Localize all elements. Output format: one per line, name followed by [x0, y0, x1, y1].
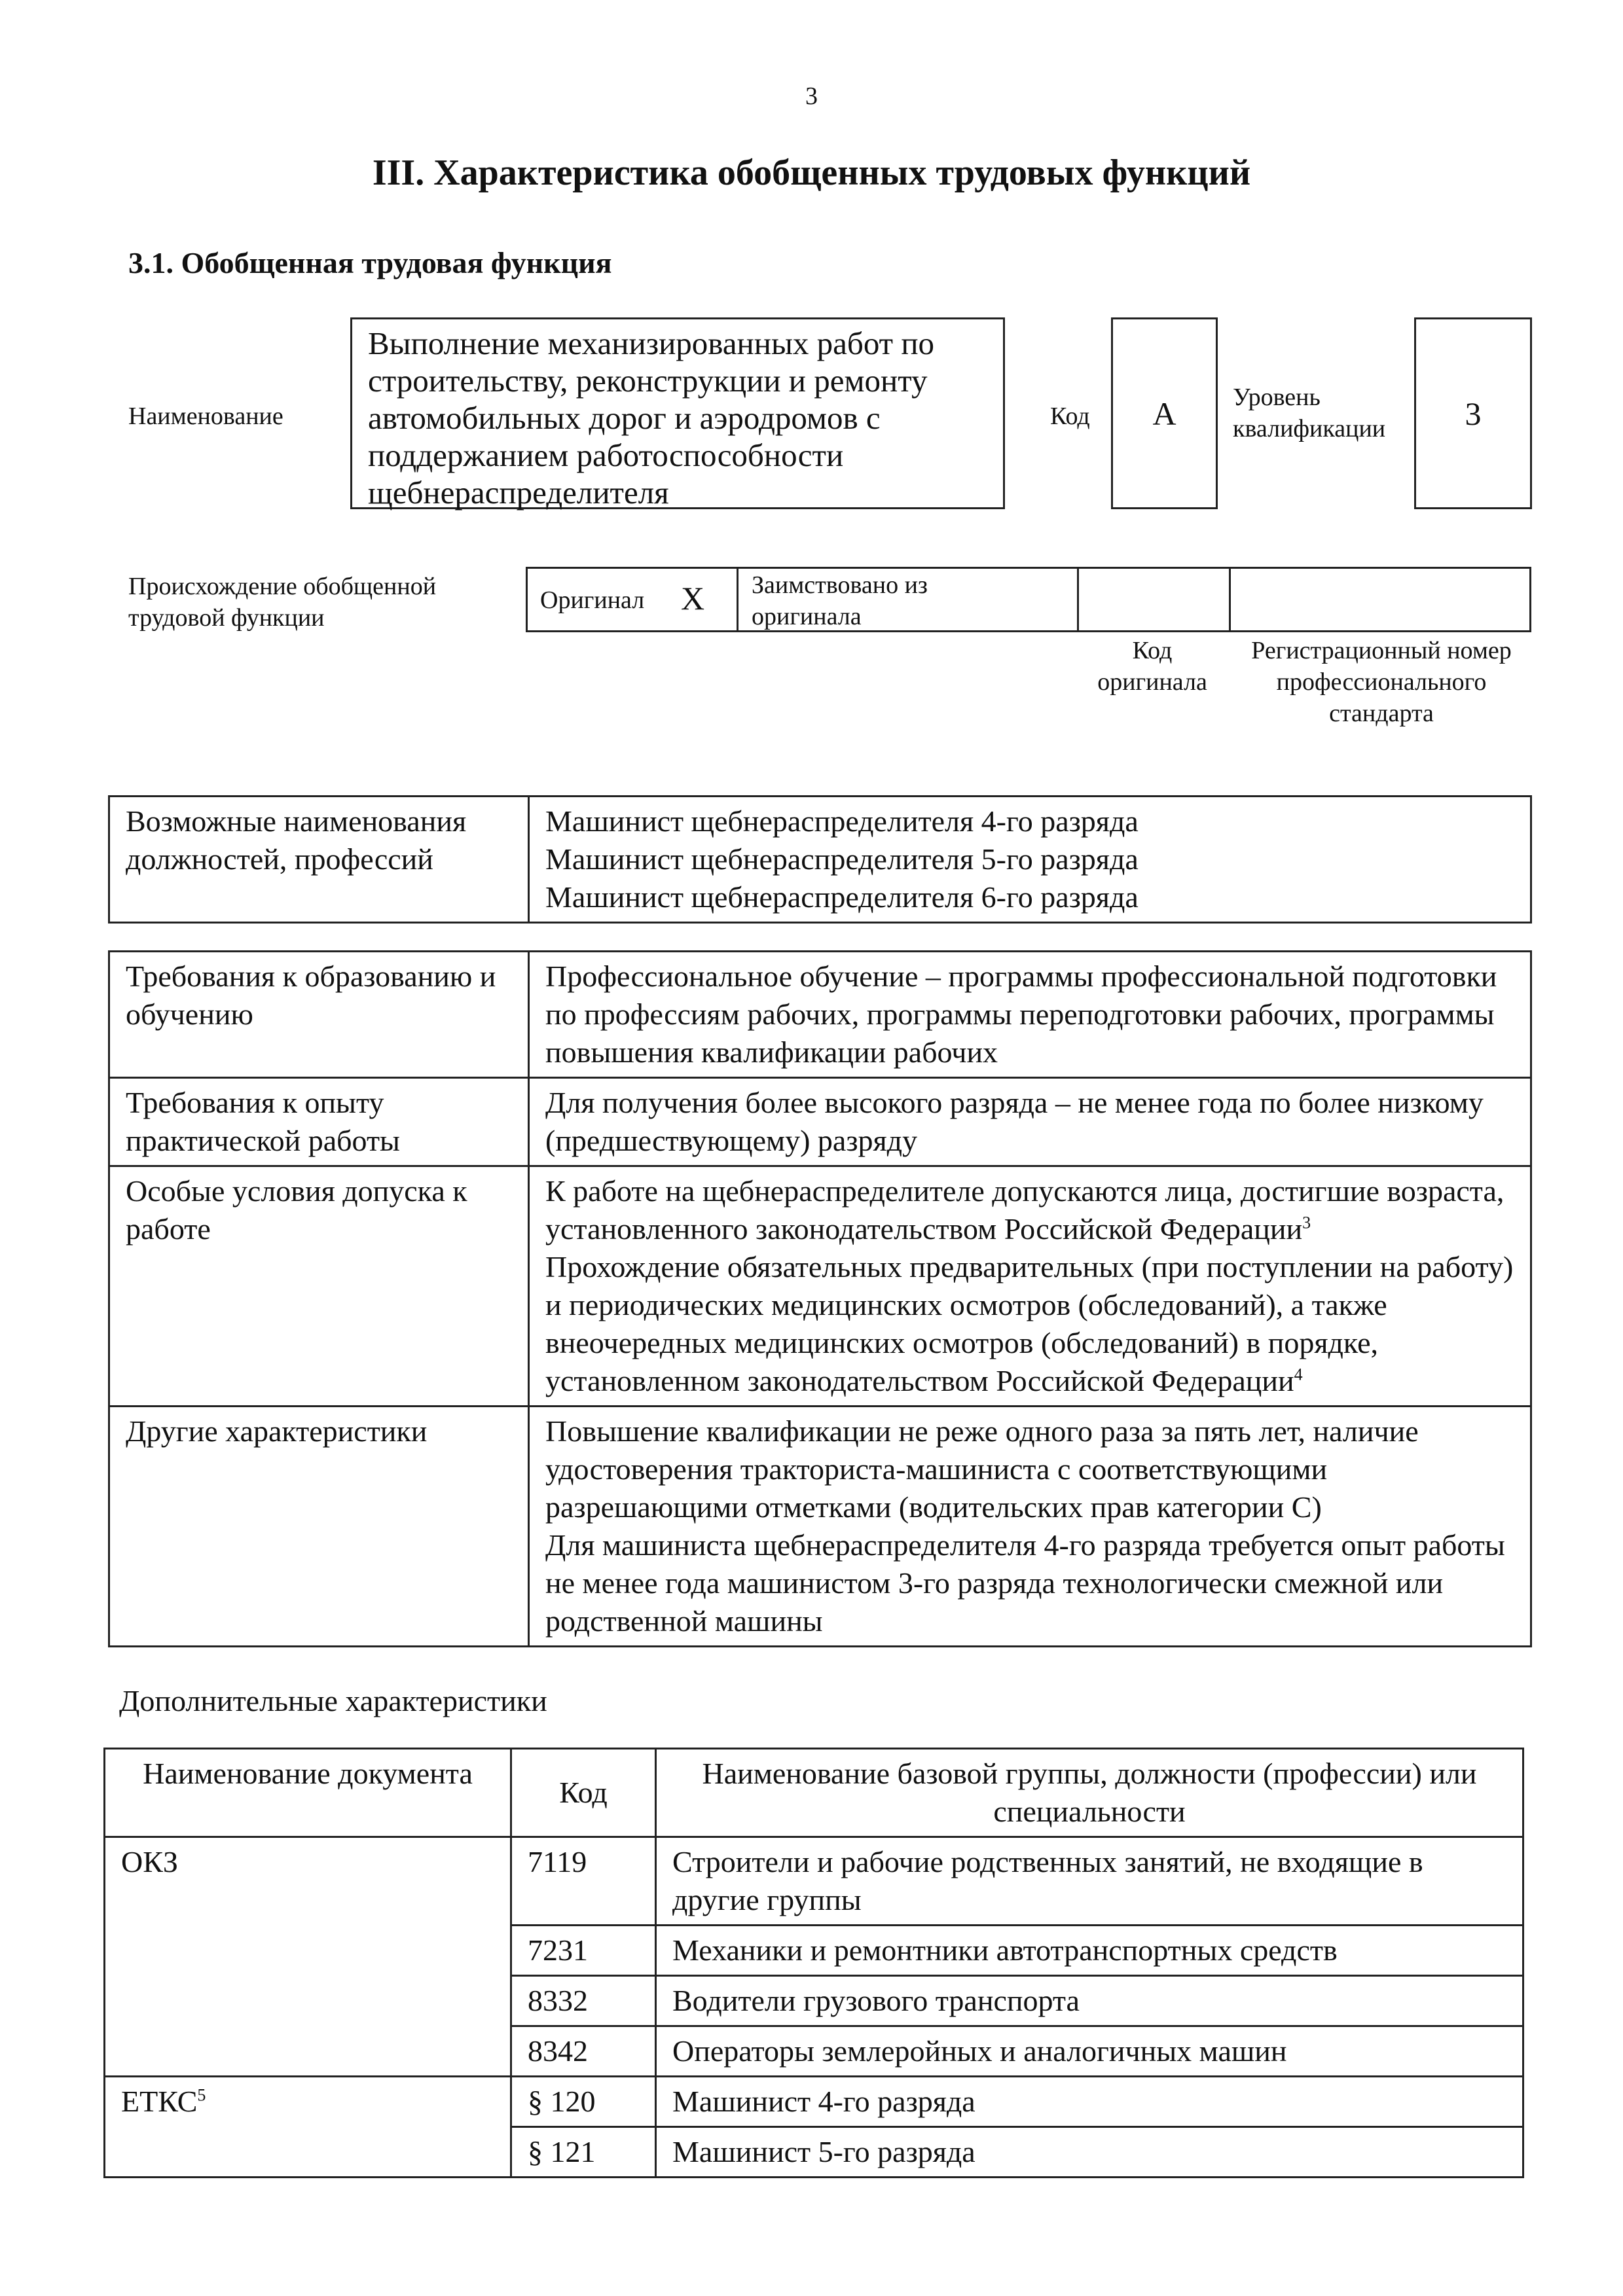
- etks-code: § 121: [511, 2127, 656, 2178]
- reg-number-caption: Регистрационный номер профессионального стандарта: [1251, 637, 1512, 727]
- req-line: Повышение квалификации не реже одного раза за пять лет, наличие удостоверения тракториста-машиниста с соответствующими разрешающими отметками (водительских прав категории С): [545, 1414, 1419, 1524]
- table-row: [105, 2077, 1523, 2127]
- positions-values: [529, 797, 1531, 923]
- page-number: 3: [805, 82, 818, 110]
- function-name-value: Выполнение механизированных работ по строительству, реконструкции и ремонту автомобильных дорог и аэродромов с поддержанием работоспособности щебнераспределителя: [368, 325, 935, 511]
- header-code: Код: [511, 1749, 656, 1837]
- req-label: Особые условия допуска к работе: [109, 1166, 529, 1407]
- code-label: Код: [1050, 403, 1090, 430]
- origin-divider-1: [737, 567, 739, 632]
- additional-title: Дополнительные характеристики: [119, 1684, 547, 1717]
- position-item: Машинист щебнераспределителя 4-го разряда: [545, 804, 1139, 838]
- okz-name: Строители и рабочие родственных занятий, не входящие в другие группы: [656, 1837, 1523, 1926]
- positions-table: [108, 795, 1532, 924]
- etks-name: Машинист 4-го разряда: [656, 2077, 1523, 2127]
- code-box: [1111, 317, 1218, 509]
- etks-name: Машинист 5-го разряда: [656, 2127, 1523, 2178]
- origin-row: [526, 567, 1531, 632]
- origin-divider-2: [1077, 567, 1079, 632]
- level-value: 3: [1465, 395, 1482, 432]
- function-name-box: [350, 317, 1005, 509]
- okz-code: 7231: [511, 1926, 656, 1976]
- okz-name: Водители грузового транспорта: [656, 1976, 1523, 2026]
- doc-okz: ОКЗ: [105, 1837, 511, 2077]
- req-line: Для получения более высокого разряда – не менее года по более низкому (предшествующему) разряду: [545, 1086, 1484, 1157]
- borrowed-label: Заимствовано из оригинала: [752, 571, 928, 630]
- req-label: Другие характеристики: [109, 1407, 529, 1647]
- header-document: Наименование документа: [105, 1749, 511, 1837]
- positions-row: [109, 797, 1531, 923]
- additional-table: [103, 1748, 1524, 2178]
- req-row-special-conditions: [109, 1166, 1531, 1407]
- req-label: Требования к опыту практической работы: [109, 1078, 529, 1166]
- req-line: Для машиниста щебнераспределителя 4-го разряда требуется опыт работы не менее года машинистом 3-го разряда технологически смежной или родственной машины: [545, 1528, 1505, 1638]
- level-box: [1414, 317, 1532, 509]
- header-group: Наименование базовой группы, должности (профессии) или специальности: [656, 1749, 1523, 1837]
- original-mark: X: [681, 580, 705, 617]
- original-label: Оригинал: [540, 586, 645, 614]
- requirements-table: [108, 950, 1532, 1647]
- code-original-caption: Код оригинала: [1097, 637, 1207, 696]
- position-item: Машинист щебнераспределителя 5-го разряда: [545, 842, 1139, 876]
- req-row-other: [109, 1407, 1531, 1647]
- footnote-ref: 3: [1302, 1213, 1311, 1232]
- level-label: Уровень квалификации: [1233, 384, 1386, 442]
- origin-divider-3: [1229, 567, 1231, 632]
- etks-code: § 120: [511, 2077, 656, 2127]
- req-value: [529, 1166, 1531, 1407]
- positions-label: Возможные наименования должностей, профессий: [109, 797, 529, 923]
- footnote-ref: 5: [197, 2085, 206, 2105]
- req-value: [529, 1407, 1531, 1647]
- req-line: Прохождение обязательных предварительных (при поступлении на работу) и периодических медицинских осмотров (обследований), а также внеочередных медицинских осмотров (обследований) в порядке, установленном законодательством Российской Федерации$^4$: [545, 1250, 1514, 1397]
- req-value: [529, 952, 1531, 1078]
- req-label: Требования к образованию и обучению: [109, 952, 529, 1078]
- doc-etks: ЕТКС$^5$: [105, 2077, 511, 2178]
- req-value: [529, 1078, 1531, 1166]
- position-item: Машинист щебнераспределителя 6-го разряда: [545, 880, 1139, 914]
- origin-label: Происхождение обобщенной трудовой функции: [128, 573, 437, 632]
- code-value: А: [1152, 395, 1176, 432]
- okz-name: Операторы землеройных и аналогичных машин: [656, 2026, 1523, 2077]
- okz-name: Механики и ремонтники автотранспортных средств: [656, 1926, 1523, 1976]
- section-title: III. Характеристика обобщенных трудовых функций: [372, 152, 1251, 193]
- req-row-education: [109, 952, 1531, 1078]
- additional-header-row: [105, 1749, 1523, 1837]
- okz-code: 7119: [511, 1837, 656, 1926]
- subsection-title: 3.1. Обобщенная трудовая функция: [128, 246, 612, 279]
- name-label: Наименование: [128, 403, 283, 430]
- req-line: Профессиональное обучение – программы профессиональной подготовки по профессиям рабочих, программы переподготовки рабочих, программы повышения квалификации рабочих: [545, 960, 1497, 1069]
- table-row: [105, 1837, 1523, 1926]
- okz-code: 8332: [511, 1976, 656, 2026]
- req-row-experience: [109, 1078, 1531, 1166]
- okz-code: 8342: [511, 2026, 656, 2077]
- footnote-ref: 4: [1294, 1365, 1303, 1384]
- req-line: К работе на щебнераспределителе допускаются лица, достигшие возраста, установленного законодательством Российской Федерации$^3$: [545, 1174, 1504, 1246]
